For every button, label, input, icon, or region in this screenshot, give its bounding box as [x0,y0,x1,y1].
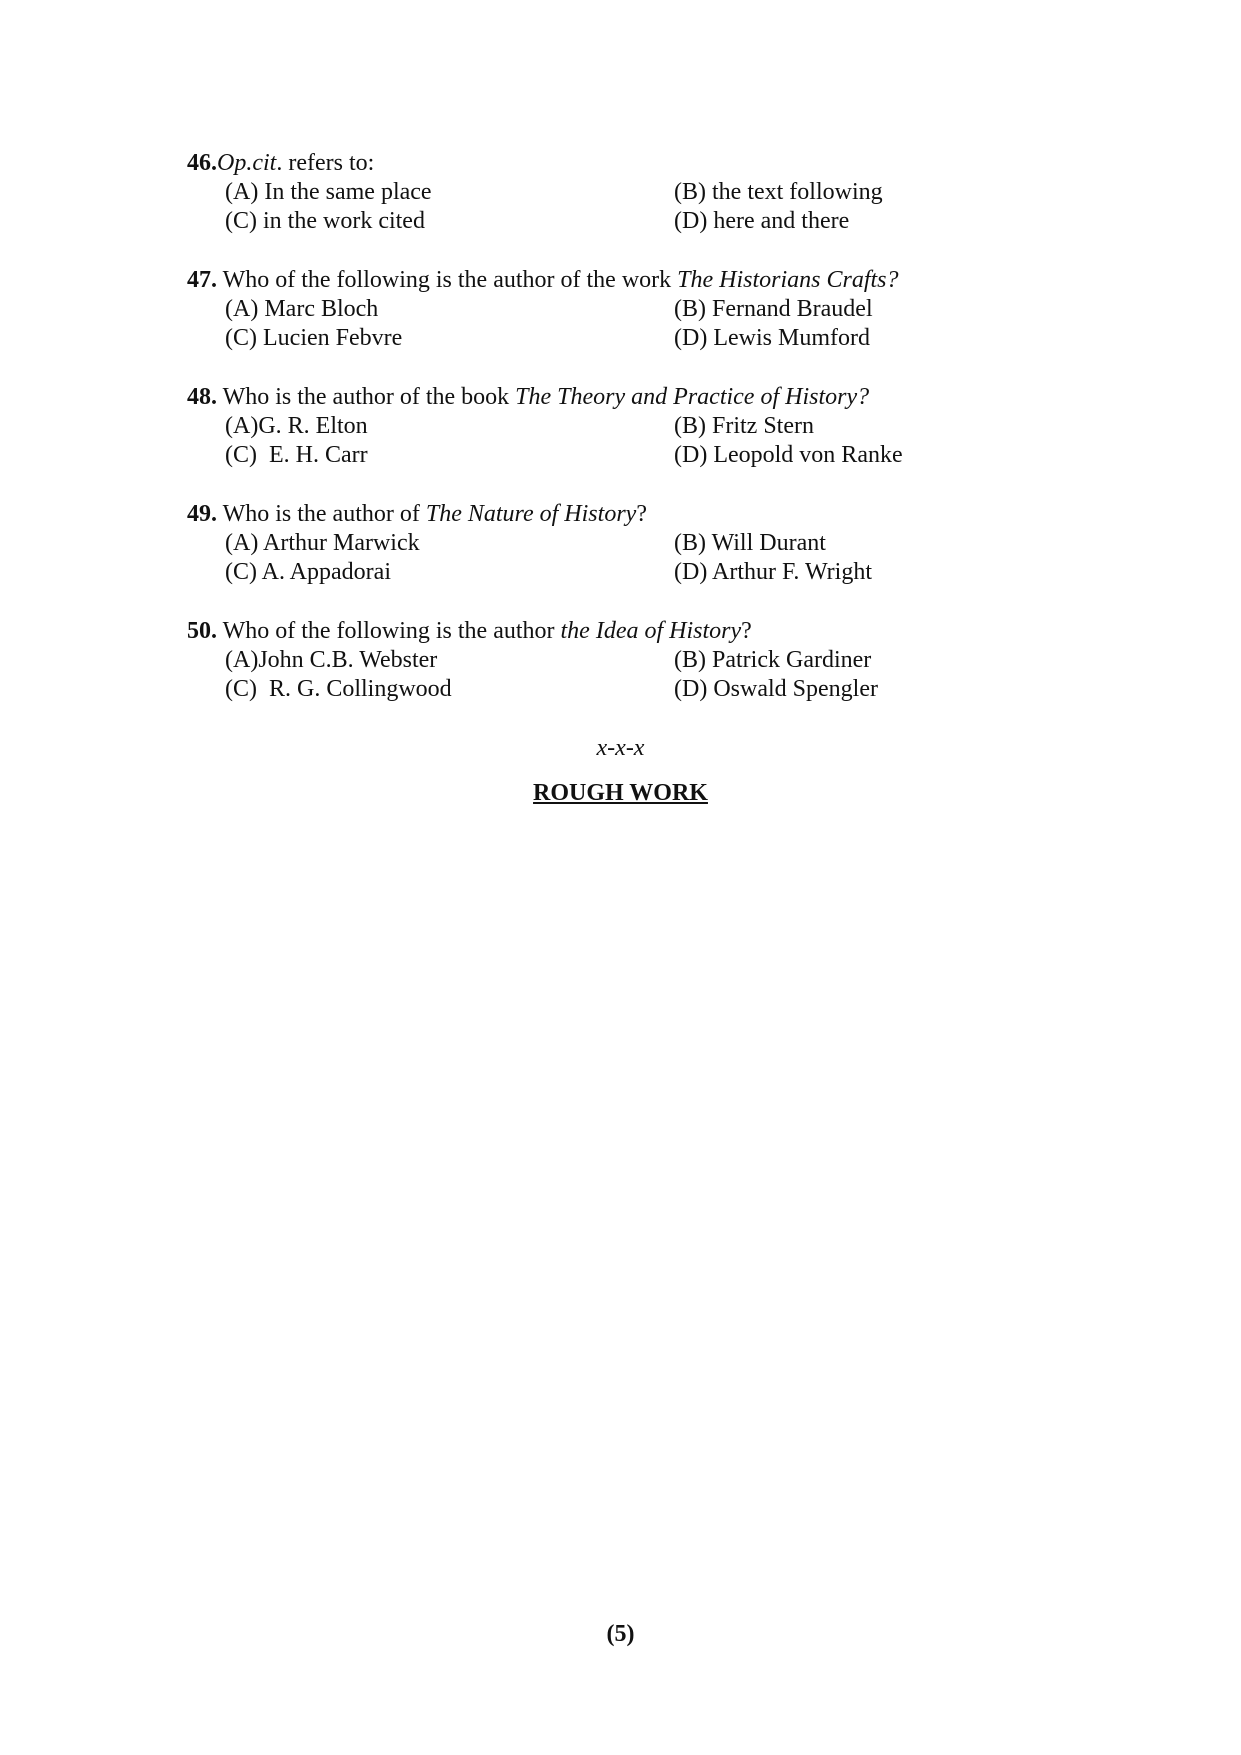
option-key: (C) [225,442,257,468]
option-text: G. R. Elton [258,413,368,439]
option-key: (C) [225,208,257,234]
question-48 [187,382,1087,470]
question-number: 50. [187,618,217,644]
option-text: in the work cited [257,208,425,234]
option-b [674,295,873,324]
stem-text: Who of the following is the author [217,618,561,644]
option-key: (D) [674,442,708,468]
option-key: (B) [674,647,706,673]
option-text: Leopold von Ranke [707,442,903,468]
question-47 [187,265,1087,353]
option-a [225,529,420,558]
option-row [187,558,1087,587]
option-c [225,675,452,704]
option-d [674,324,870,353]
question-number: 47. [187,267,217,293]
option-text: Will Durant [706,530,826,556]
option-key: (D) [674,676,708,702]
option-a [225,412,368,441]
option-text: here and there [707,208,850,234]
question-number: 46. [187,150,217,176]
option-row [187,646,1087,675]
option-d [674,441,903,470]
option-text: In the same place [258,179,432,205]
option-key: (A) [225,530,259,556]
option-text: Fritz Stern [706,413,814,439]
option-key: (A) [225,413,259,439]
stem-text: Who is the author of the book [217,384,516,410]
option-d [674,675,878,704]
option-key: (D) [674,208,708,234]
question-50 [187,616,1087,704]
option-text: Arthur Marwick [258,530,420,556]
option-c [225,558,391,587]
stem-italic-text: Op.cit [217,150,277,176]
option-row [187,441,1087,470]
stem-italic-text: The Nature of History [425,501,637,527]
page-number: (5) [606,1621,635,1647]
option-text: Arthur F. Wright [707,559,872,585]
option-b [674,646,871,675]
option-key: (C) [225,325,257,351]
option-a [225,178,432,207]
option-text: the text following [706,179,883,205]
option-key: (D) [674,325,708,351]
question-46 [187,148,1087,236]
question-number: 48. [187,384,217,410]
option-text: Oswald Spengler [707,676,878,702]
option-text: Marc Bloch [258,296,379,322]
question-49 [187,499,1087,587]
stem-italic-text: The Theory and Practice of History? [515,384,870,410]
question-number: 49. [187,501,217,527]
option-b [674,412,814,441]
option-key: (A) [225,179,259,205]
option-c [225,207,425,236]
stem-italic-text: The Historians Crafts? [677,267,899,293]
option-d [674,207,849,236]
option-a [225,646,437,675]
question-stem [187,148,1087,178]
option-key: (B) [674,530,706,556]
option-row [187,324,1087,353]
option-key: (A) [225,296,259,322]
question-stem [187,265,1087,295]
option-key: (C) [225,559,257,585]
option-text: Lucien Febvre [257,325,403,351]
option-d [674,558,872,587]
option-a [225,295,378,324]
option-row [187,529,1087,558]
stem-text: ? [741,618,752,644]
option-row [187,207,1087,236]
option-text: Lewis Mumford [707,325,870,351]
option-text: A. Appadorai [257,559,391,585]
option-row [187,295,1087,324]
option-key: (B) [674,413,706,439]
option-b [674,178,883,207]
question-stem [187,616,1087,646]
option-row [187,412,1087,441]
option-b [674,529,826,558]
option-key: (D) [674,559,708,585]
stem-text: Who is the author of [217,501,426,527]
option-key: (C) [225,676,257,702]
option-key: (B) [674,296,706,322]
option-c [225,324,402,353]
stem-text: Who of the following is the author of the work [217,267,678,293]
stem-text: ? [636,501,647,527]
end-mark: x-x-x [596,735,645,761]
option-key: (A) [225,647,259,673]
option-text: R. G. Collingwood [257,676,452,702]
option-text: E. H. Carr [257,442,368,468]
option-row [187,178,1087,207]
rough-work-heading: ROUGH WORK [533,780,708,806]
option-text: Patrick Gardiner [706,647,872,673]
question-stem [187,499,1087,529]
stem-text: . refers to: [276,150,375,176]
option-row [187,675,1087,704]
stem-italic-text: the Idea of History [560,618,742,644]
option-text: John C.B. Webster [258,647,438,673]
option-text: Fernand Braudel [706,296,873,322]
option-key: (B) [674,179,706,205]
question-stem [187,382,1087,412]
option-c [225,441,368,470]
